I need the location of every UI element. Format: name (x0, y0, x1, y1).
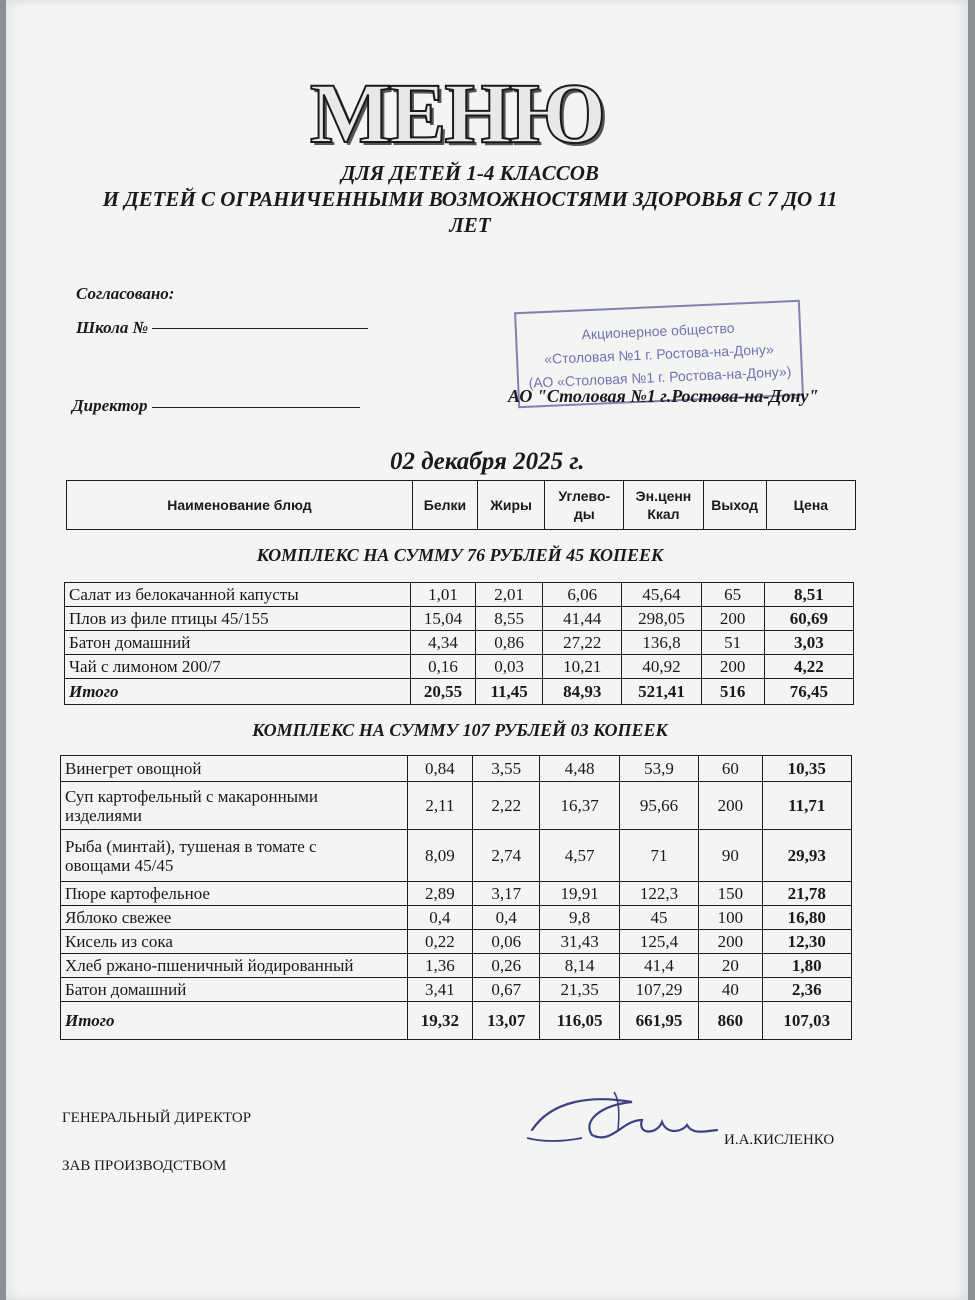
cell-carbs: 9,8 (540, 906, 619, 930)
cell-fat: 13,07 (473, 1002, 540, 1040)
subtitle-line-3: ЛЕТ (449, 213, 491, 237)
dish-name: Чай с лимоном 200/7 (65, 655, 411, 679)
cell-energy: 45,64 (622, 583, 701, 607)
dish-name: Плов из филе птицы 45/155 (65, 607, 411, 631)
cell-price: 29,93 (762, 830, 852, 882)
table-row (61, 930, 852, 954)
dish-name: Пюре картофельное (61, 882, 408, 906)
cell-energy: 136,8 (622, 631, 701, 655)
signature (522, 1090, 722, 1152)
table-row (65, 583, 854, 607)
menu-date: 02 декабря 2025 г. (390, 448, 585, 475)
cell-yield: 200 (701, 607, 764, 631)
cell-price: 2,36 (762, 978, 852, 1002)
cell-energy: 661,95 (619, 1002, 698, 1040)
school-signature-line (152, 328, 368, 329)
col-fat-header: Жиры (478, 481, 545, 530)
cell-fat: 0,26 (473, 954, 540, 978)
cell-yield: 860 (699, 1002, 762, 1040)
cell-price: 76,45 (764, 679, 853, 705)
dish-name: Яблоко свежее (61, 906, 408, 930)
header-row (67, 481, 856, 530)
page-title: МЕНЮ (309, 65, 605, 161)
dish-name: Суп картофельный с макаронными изделиями (61, 782, 408, 830)
cell-price: 3,03 (764, 631, 853, 655)
cell-energy: 122,3 (619, 882, 698, 906)
cell-carbs: 6,06 (543, 583, 622, 607)
cell-energy: 95,66 (619, 782, 698, 830)
stamp-line-1: Акционерное общество (581, 319, 735, 343)
cell-price: 1,80 (762, 954, 852, 978)
cell-fat: 0,4 (473, 906, 540, 930)
cell-yield: 200 (699, 930, 762, 954)
complex-1-table (64, 582, 854, 705)
table-row (65, 631, 854, 655)
col-name-header: Наименование блюд (67, 481, 413, 530)
cell-protein: 0,16 (410, 655, 475, 679)
school-label: Школа № (76, 318, 149, 337)
dish-name: Батон домашний (61, 978, 408, 1002)
cell-energy: 521,41 (622, 679, 701, 705)
complex-1-title: КОМПЛЕКС НА СУММУ 76 РУБЛЕЙ 45 КОПЕЕК (256, 545, 664, 565)
cell-yield: 150 (699, 882, 762, 906)
cell-energy: 298,05 (622, 607, 701, 631)
table-row (61, 756, 852, 782)
cell-price: 4,22 (764, 655, 853, 679)
table-row (61, 906, 852, 930)
cell-fat: 8,55 (476, 607, 543, 631)
cell-carbs: 16,37 (540, 782, 619, 830)
cell-energy: 125,4 (619, 930, 698, 954)
production-head-label: ЗАВ ПРОИЗВОДСТВОМ (62, 1158, 227, 1174)
cell-protein: 2,89 (407, 882, 472, 906)
complex-2-table (60, 755, 852, 1040)
subtitle-line-2: И ДЕТЕЙ С ОГРАНИЧЕННЫМИ ВОЗМОЖНОСТЯМИ ЗДОРОВЬЯ С 7 ДО 11 (102, 187, 838, 211)
cell-fat: 0,86 (476, 631, 543, 655)
signatory-name: И.А.КИСЛЕНКО (724, 1132, 835, 1148)
cell-price: 11,71 (762, 782, 852, 830)
dish-name: Итого (65, 679, 411, 705)
cell-fat: 2,74 (473, 830, 540, 882)
total-row (61, 1002, 852, 1040)
col-price-header: Цена (766, 481, 855, 530)
col-yield-header: Выход (703, 481, 766, 530)
cell-carbs: 41,44 (543, 607, 622, 631)
cell-protein: 19,32 (407, 1002, 472, 1040)
subtitle-line-1: ДЛЯ ДЕТЕЙ 1-4 КЛАССОВ (341, 161, 599, 185)
cell-protein: 2,11 (407, 782, 472, 830)
cell-price: 12,30 (762, 930, 852, 954)
cell-protein: 20,55 (410, 679, 475, 705)
cell-protein: 0,84 (407, 756, 472, 782)
cell-energy: 53,9 (619, 756, 698, 782)
cell-price: 107,03 (762, 1002, 852, 1040)
cell-carbs: 8,14 (540, 954, 619, 978)
stamp-line-2: «Столовая №1 г. Ростова-на-Дону» (543, 340, 775, 368)
cell-energy: 107,29 (619, 978, 698, 1002)
cell-fat: 3,55 (473, 756, 540, 782)
dish-name: Винегрет овощной (61, 756, 408, 782)
cell-carbs: 31,43 (540, 930, 619, 954)
dish-name: Хлеб ржано-пшеничный йодированный (61, 954, 408, 978)
table-row (65, 655, 854, 679)
col-carbs-header: Углево- ды (545, 481, 624, 530)
cell-fat: 2,01 (476, 583, 543, 607)
cell-carbs: 19,91 (540, 882, 619, 906)
cell-price: 16,80 (762, 906, 852, 930)
cell-protein: 1,36 (407, 954, 472, 978)
general-director-label: ГЕНЕРАЛЬНЫЙ ДИРЕКТОР (62, 1110, 252, 1126)
cell-fat: 0,67 (473, 978, 540, 1002)
cell-protein: 15,04 (410, 607, 475, 631)
cell-carbs: 4,48 (540, 756, 619, 782)
complex-2-title: КОМПЛЕКС НА СУММУ 107 РУБЛЕЙ 03 КОПЕЕК (252, 720, 668, 740)
agreed-label: Согласовано: (76, 284, 175, 303)
cell-carbs: 10,21 (543, 655, 622, 679)
cell-yield: 200 (701, 655, 764, 679)
table-row (61, 830, 852, 882)
dish-name: Рыба (минтай), тушеная в томате с овощами 45/45 (61, 830, 408, 882)
cell-yield: 40 (699, 978, 762, 1002)
cell-yield: 100 (699, 906, 762, 930)
header-table (66, 480, 856, 530)
company-name: АО "Столовая №1 г.Ростова-на-Дону" (508, 386, 819, 406)
table-row (61, 882, 852, 906)
cell-yield: 516 (701, 679, 764, 705)
cell-yield: 65 (701, 583, 764, 607)
cell-price: 10,35 (762, 756, 852, 782)
col-protein-header: Белки (412, 481, 477, 530)
cell-yield: 20 (699, 954, 762, 978)
col-energy-header: Эн.ценн Ккал (624, 481, 703, 530)
director-label: Директор (72, 396, 148, 415)
cell-carbs: 27,22 (543, 631, 622, 655)
stamp-line-3: (АО «Столовая №1 г. Ростова-на-Дону») (528, 363, 792, 391)
cell-protein: 0,22 (407, 930, 472, 954)
cell-protein: 8,09 (407, 830, 472, 882)
cell-carbs: 84,93 (543, 679, 622, 705)
cell-protein: 3,41 (407, 978, 472, 1002)
cell-energy: 45 (619, 906, 698, 930)
cell-energy: 41,4 (619, 954, 698, 978)
cell-fat: 0,03 (476, 655, 543, 679)
cell-yield: 200 (699, 782, 762, 830)
cell-protein: 4,34 (410, 631, 475, 655)
cell-energy: 71 (619, 830, 698, 882)
cell-price: 60,69 (764, 607, 853, 631)
cell-protein: 0,4 (407, 906, 472, 930)
cell-fat: 3,17 (473, 882, 540, 906)
cell-price: 21,78 (762, 882, 852, 906)
table-row (61, 978, 852, 1002)
cell-yield: 90 (699, 830, 762, 882)
table-row (65, 607, 854, 631)
dish-name: Кисель из сока (61, 930, 408, 954)
subtitle (60, 160, 880, 238)
cell-yield: 51 (701, 631, 764, 655)
table-row (61, 954, 852, 978)
cell-price: 8,51 (764, 583, 853, 607)
cell-fat: 0,06 (473, 930, 540, 954)
dish-name: Салат из белокачанной капусты (65, 583, 411, 607)
dish-name: Батон домашний (65, 631, 411, 655)
dish-name: Итого (61, 1002, 408, 1040)
cell-protein: 1,01 (410, 583, 475, 607)
cell-energy: 40,92 (622, 655, 701, 679)
cell-fat: 11,45 (476, 679, 543, 705)
cell-yield: 60 (699, 756, 762, 782)
table-row (61, 782, 852, 830)
cell-carbs: 21,35 (540, 978, 619, 1002)
total-row (65, 679, 854, 705)
cell-carbs: 4,57 (540, 830, 619, 882)
cell-fat: 2,22 (473, 782, 540, 830)
cell-carbs: 116,05 (540, 1002, 619, 1040)
director-signature-line (152, 407, 360, 408)
